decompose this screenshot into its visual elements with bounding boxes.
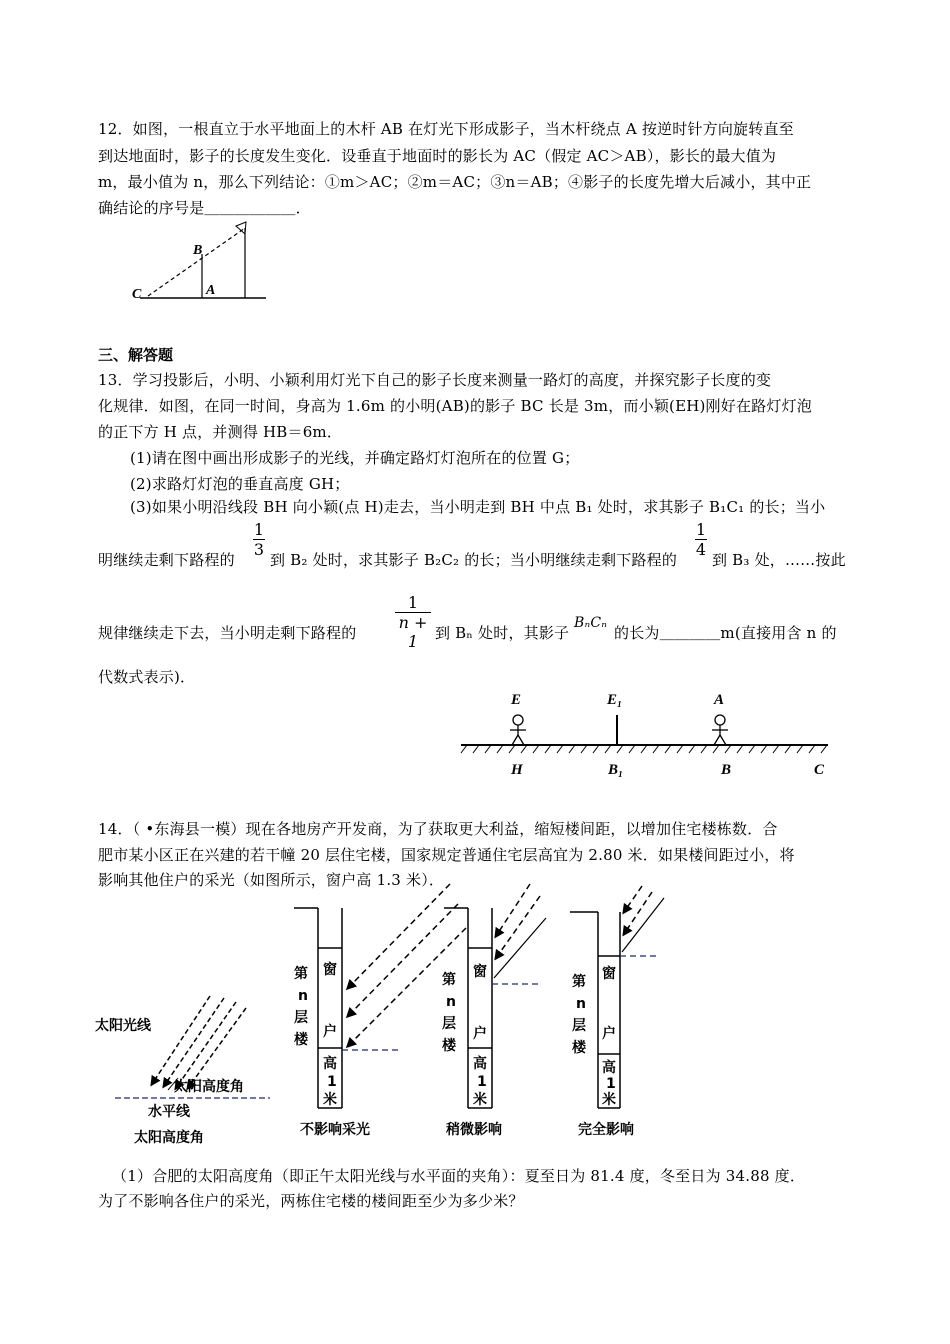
q12-label-a: A [206, 283, 216, 298]
svg-text:窗: 窗 [473, 964, 487, 980]
svg-text:高: 高 [473, 1056, 487, 1072]
label-e: E [511, 692, 522, 708]
label-b: B [721, 762, 732, 778]
svg-text:楼: 楼 [442, 1038, 456, 1054]
q13-line-1: 13．学习投影后，小明、小颖利用灯光下自己的影子长度来测量一路灯的高度，并探究影子长度的变 [98, 371, 772, 389]
label-sun-rays: 太阳光线 [95, 1018, 151, 1034]
svg-text:第: 第 [442, 972, 456, 988]
label-e1: E₁ [607, 692, 623, 708]
q14-figure [90, 878, 690, 1148]
svg-text:n: n [446, 994, 456, 1010]
q14-line-2: 肥市某小区正在兴建的若干幢 20 层住宅楼，国家规定普通住宅层高宜为 2.80 米．如果楼间距过小，将 [98, 846, 795, 864]
caption-slight-impact: 稍微影响 [446, 1122, 502, 1138]
svg-text:窗: 窗 [602, 966, 616, 982]
fraction-one-quarter: 1 4 [695, 520, 707, 559]
svg-text:1: 1 [327, 1074, 337, 1090]
svg-text:户: 户 [602, 1026, 616, 1042]
q12-line-2: 到达地面时，影子的长度发生变化．设垂直于地面时的影长为 AC（假定 AC＞AB），影长的最大值为 [98, 147, 777, 165]
svg-text:第: 第 [572, 974, 586, 990]
svg-text:层: 层 [572, 1018, 586, 1034]
person-e-icon [510, 715, 526, 745]
svg-text:窗: 窗 [323, 962, 337, 978]
caption-full-impact: 完全影响 [578, 1122, 634, 1138]
q12-line-3: m，最小值为 n，那么下列结论：①m＞AC；②m＝AC；③n＝AB；④影子的长度先增大后减小，其中正 [98, 173, 812, 191]
caption-no-impact: 不影响采光 [300, 1122, 370, 1138]
q12-label-b: B [193, 243, 203, 258]
q13-line-6c: 的长为＿＿＿＿m(直接用含 n 的 [614, 624, 837, 642]
bncn-symbol: BₙCₙ [574, 615, 608, 631]
svg-text:层: 层 [442, 1016, 456, 1032]
svg-text:米: 米 [602, 1092, 616, 1108]
svg-text:楼: 楼 [572, 1040, 586, 1056]
q13-line-6a: 规律继续走下去，当小明走剩下路程的 [98, 624, 357, 642]
svg-text:户: 户 [473, 1026, 487, 1042]
q13-line-5b: 到 B₂ 处时，求其影子 B₂C₂ 的长；当小明继续走剩下路程的 [270, 551, 678, 569]
svg-text:米: 米 [323, 1092, 337, 1108]
label-b1: B₁ [608, 762, 624, 778]
label-h: H [511, 762, 523, 778]
q13-line-2: 化规律．如图，在同一时间，身高为 1.6m 的小明(AB)的影子 BC 长是 3m，而小颖(EH)刚好在路灯灯泡 [98, 397, 812, 415]
fraction-one-third: 1 3 [253, 520, 265, 559]
q14-sub-1-line-2: 为了不影响各住户的采光，两栋住宅楼的楼间距至少为多少米？ [98, 1192, 524, 1210]
svg-text:高: 高 [602, 1060, 616, 1076]
label-sun-angle: 太阳高度角 [174, 1079, 244, 1095]
svg-text:户: 户 [323, 1024, 337, 1040]
q13-sub-1: (1)请在图中画出形成影子的光线，并确定路灯灯泡所在的位置 G； [130, 449, 580, 467]
svg-text:高: 高 [323, 1056, 337, 1072]
label-a: A [714, 692, 725, 708]
q12-line-1: 12．如图，一根直立于水平地面上的木杆 AB 在灯光下形成影子，当木杆绕点 A 按逆时针方向旋转直至 [98, 120, 794, 138]
q13-line-3: 的正下方 H 点，并测得 HB＝6m． [98, 423, 343, 441]
svg-text:层: 层 [294, 1010, 308, 1026]
svg-text:1: 1 [606, 1076, 616, 1092]
caption-sun-angle: 太阳高度角 [134, 1130, 204, 1146]
q13-sub-2: (2)求路灯灯泡的垂直高度 GH； [130, 475, 350, 493]
svg-text:n: n [576, 996, 586, 1012]
label-horizon: 水平线 [148, 1104, 190, 1120]
q13-line-7: 代数式表示)． [98, 668, 196, 686]
q13-line-6b: 到 Bₙ 处时，其影子 [435, 624, 570, 642]
q12-figure [128, 214, 278, 304]
q13-figure [455, 682, 835, 780]
q12-line-4: 确结论的序号是＿＿＿＿＿＿． [98, 199, 311, 217]
q14-line-3: 影响其他住户的采光（如图所示，窗户高 1.3 米）． [98, 871, 445, 889]
q13-line-5a: 明继续走剩下路程的 [98, 551, 235, 569]
fraction-one-over-n-plus-one: 1 n + 1 [395, 593, 431, 651]
svg-text:米: 米 [473, 1092, 487, 1108]
svg-text:楼: 楼 [294, 1032, 308, 1048]
section-heading: 三、解答题 [98, 346, 174, 364]
svg-text:n: n [298, 988, 308, 1004]
svg-text:1: 1 [477, 1074, 487, 1090]
q12-label-c: C [132, 287, 142, 302]
svg-text:第: 第 [294, 966, 308, 982]
q14-line-1: 14．（ •东海县一模）现在各地房产开发商，为了获取更大利益，缩短楼间距，以增加住宅楼栋数．合 [98, 820, 778, 838]
q13-line-5c: 到 B₃ 处，……按此 [712, 551, 846, 569]
person-a-icon [712, 715, 728, 745]
q14-sub-1-line-1: （1）合肥的太阳高度角（即正午太阳光线与水平面的夹角）：夏至日为 81.4 度，冬至日为 34.88 度． [112, 1167, 806, 1185]
q13-sub-3: (3)如果小明沿线段 BH 向小颖(点 H)走去，当小明走到 BH 中点 B₁ 处时，求其影子 B₁C₁ 的长；当小 [130, 498, 826, 516]
label-c: C [814, 762, 825, 778]
